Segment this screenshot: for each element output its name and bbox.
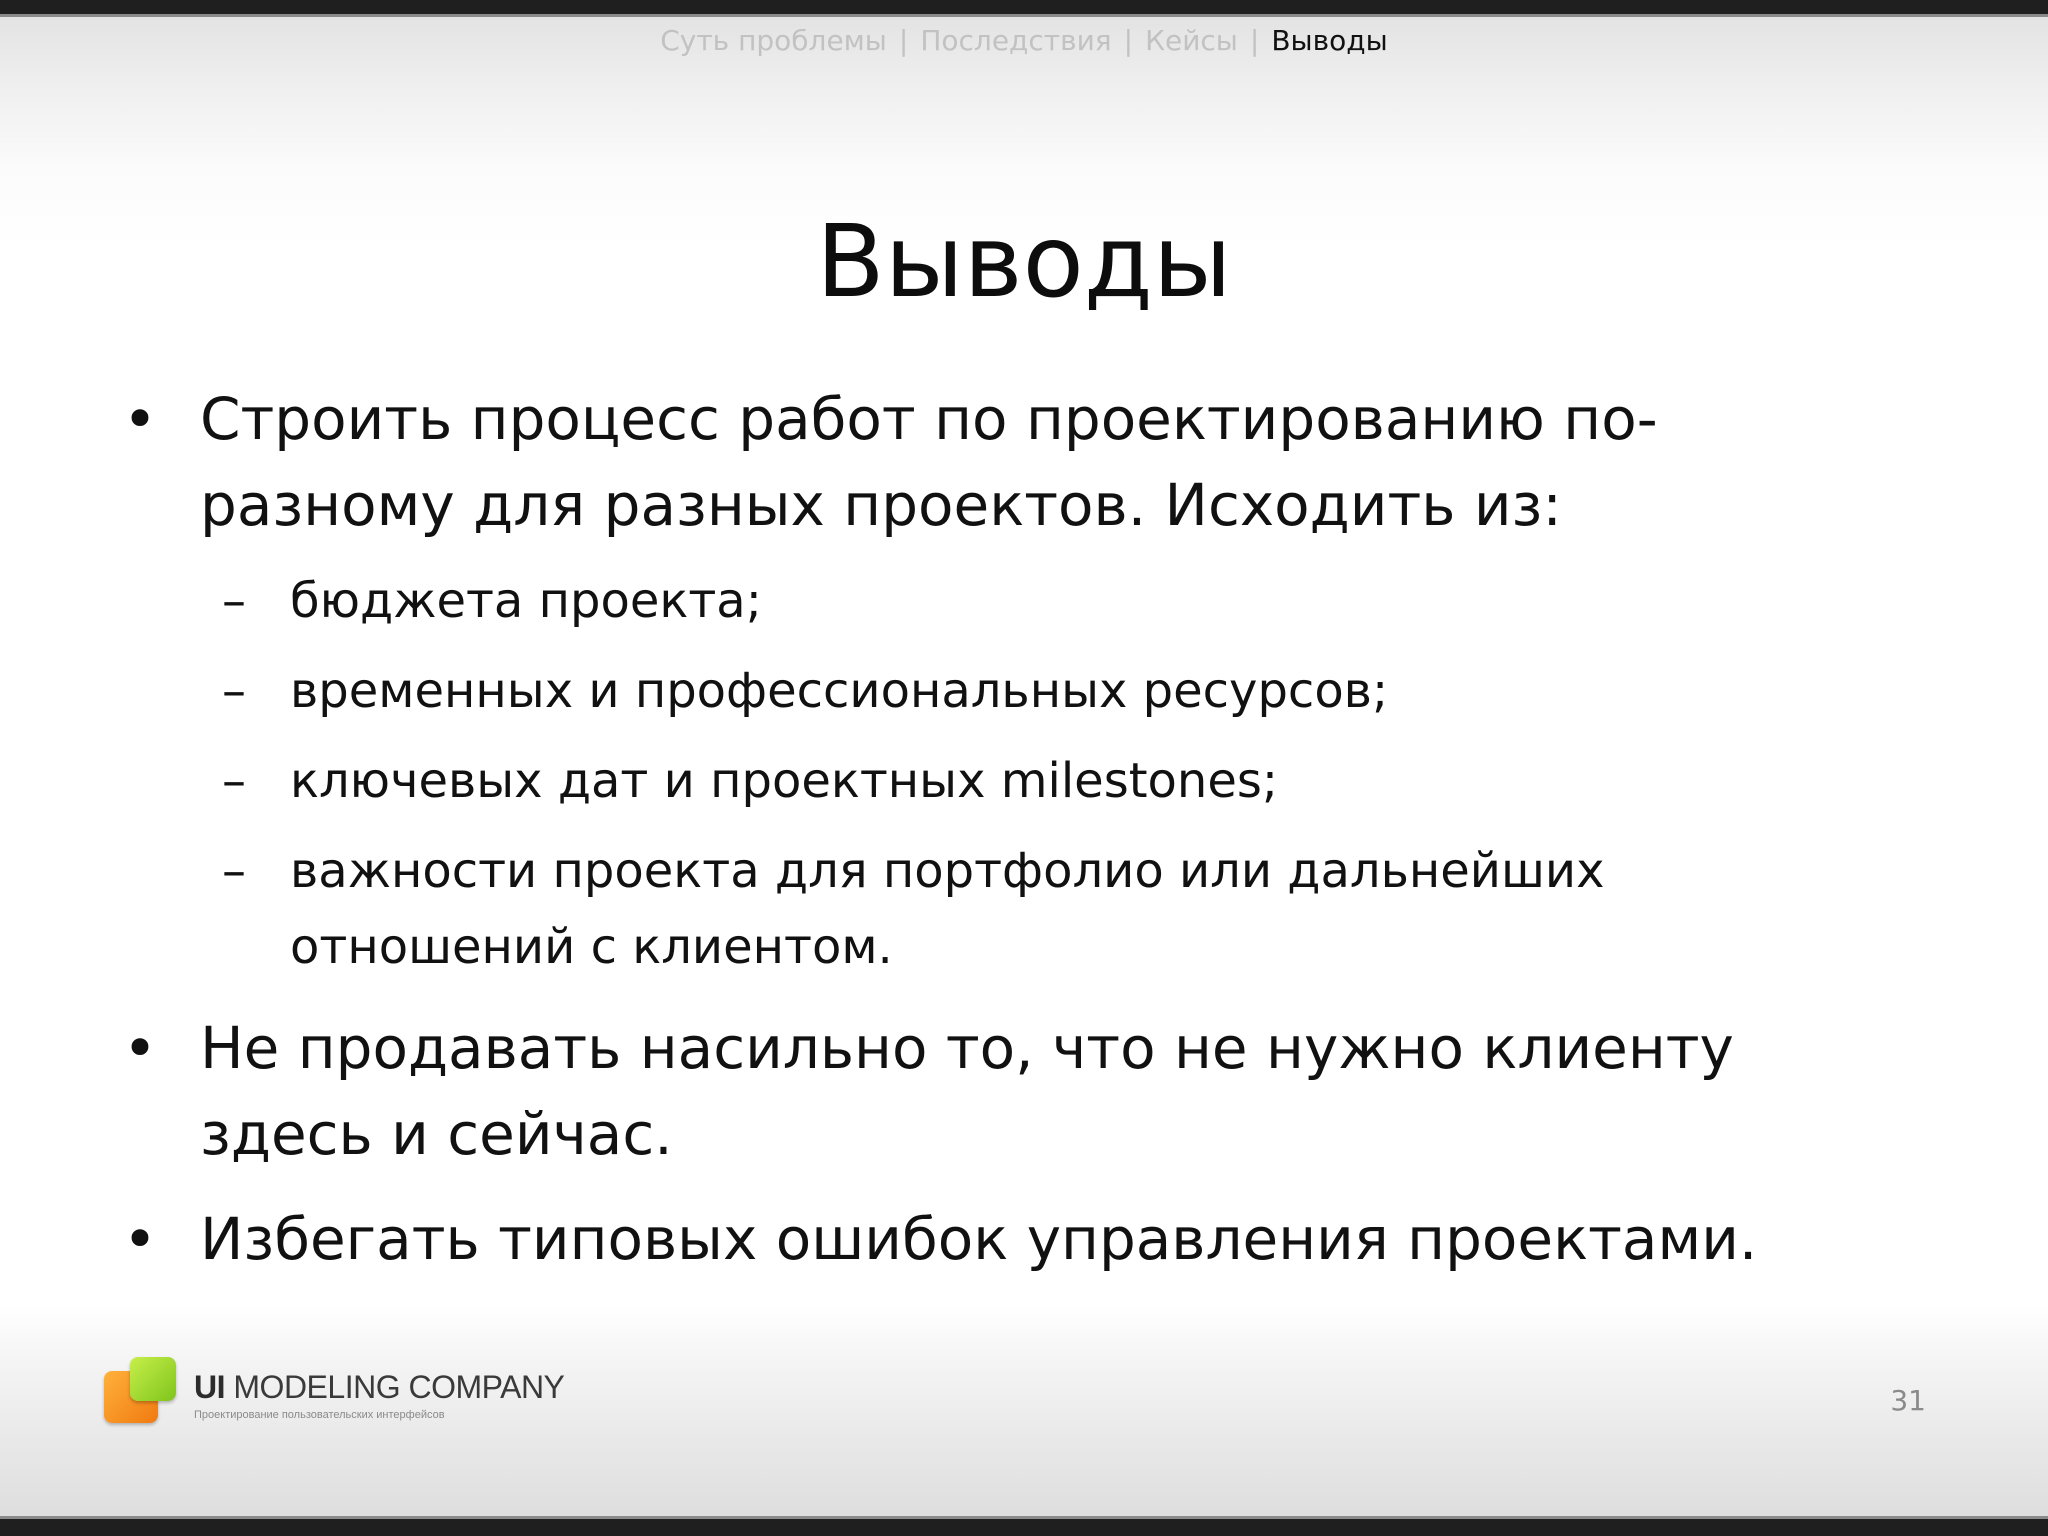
- bullet-item-1: Строить процесс работ по проектированию по-разному для разных проектов. Исходить из:: [200, 385, 1658, 539]
- sub-item-2: временных и профессиональных ресурсов;: [290, 663, 1389, 719]
- company-logo: [104, 1355, 584, 1435]
- breadcrumb: [0, 19, 2048, 63]
- sub-item-1: бюджета проекта;: [290, 573, 762, 629]
- sub-item-4: важности проекта для портфолио или дальнейших отношений с клиентом.: [290, 843, 1605, 975]
- sub-bullet-marker: –: [222, 573, 246, 629]
- sub-bullet-marker: –: [222, 843, 246, 899]
- breadcrumb-separator: |: [1123, 24, 1134, 57]
- breadcrumb-separator: |: [1249, 24, 1260, 57]
- breadcrumb-item-2: Последствия: [920, 24, 1112, 57]
- breadcrumb-item-3: Кейсы: [1145, 24, 1238, 57]
- logo-wordmark-bold: UI: [194, 1369, 225, 1405]
- logo-squares-icon: [104, 1357, 176, 1425]
- logo-wordmark-rest: MODELING COMPANY: [233, 1369, 565, 1405]
- logo-wordmark: [194, 1369, 564, 1405]
- bullet-item-2: Не продавать насильно то, что не нужно клиенту здесь и сейчас.: [200, 1014, 1734, 1168]
- page-number: 31: [1890, 1384, 1926, 1417]
- breadcrumb-item-active: Выводы: [1271, 24, 1388, 57]
- logo-tagline: Проектирование пользовательских интерфейсов: [194, 1409, 445, 1421]
- sub-item-3: ключевых дат и проектных milestones;: [290, 753, 1279, 809]
- bottom-frame-bar: [0, 1516, 2048, 1536]
- slide-title: Выводы: [816, 203, 1232, 320]
- breadcrumb-separator: |: [898, 24, 909, 57]
- bullet-item-3: Избегать типовых ошибок управления проектами.: [200, 1205, 1758, 1273]
- logo-green-square: [130, 1357, 176, 1401]
- sub-bullet-marker: –: [222, 753, 246, 809]
- bullet-marker: •: [122, 385, 158, 453]
- bullet-marker: •: [122, 1014, 158, 1082]
- bullet-marker: •: [122, 1205, 158, 1273]
- breadcrumb-item-1: Суть проблемы: [660, 24, 887, 57]
- top-frame-bar: [0, 0, 2048, 17]
- sub-bullet-marker: –: [222, 663, 246, 719]
